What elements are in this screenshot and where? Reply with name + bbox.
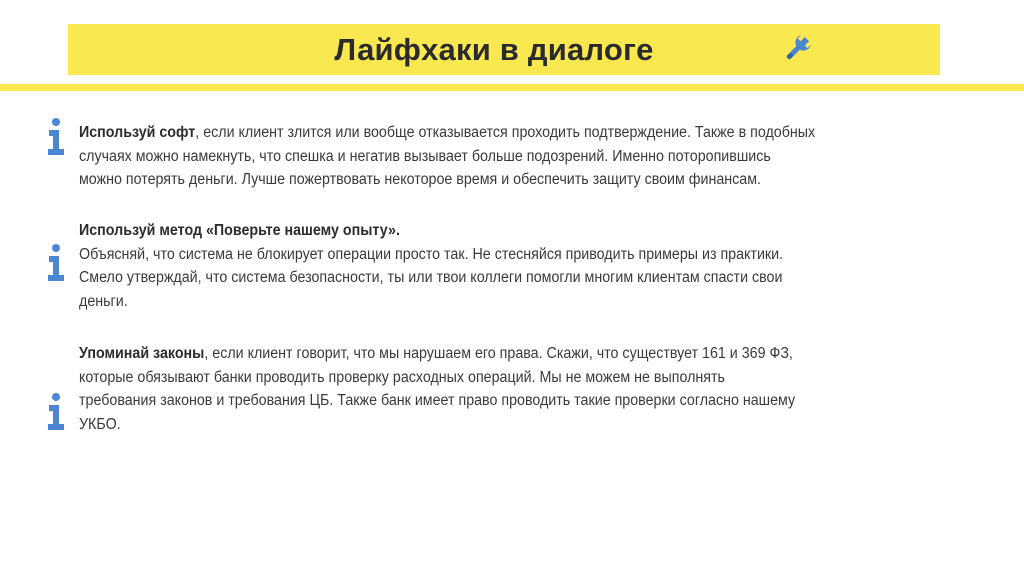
tip-experience — [79, 219, 907, 313]
tip-text: деньги. — [79, 292, 128, 310]
header-divider — [0, 84, 1024, 91]
page-title: Лайфхаки в диалоге — [334, 32, 654, 67]
tip-text: случаях можно намекнуть, что спешка и негатив вызывает больше подозрений. Именно потoропившись — [79, 147, 771, 165]
tip-text: , если клиент злится или вообще отказывается проходить подтверждение. Также в подобных — [195, 124, 816, 141]
tip-lead: Используй метод «Поверьте нашему опыту». — [79, 222, 400, 239]
tip-text: Смело утверждай, что система безопасности, ты или твои коллеги помогли многим клиентам спасти свои — [79, 269, 783, 286]
tip-text: можно потерять деньги. Лучше пожертвовать некоторое время и обеспечить защиту своим финансам. — [79, 171, 762, 188]
info-icon — [44, 392, 68, 432]
tip-laws — [79, 342, 907, 436]
tip-text: требования законов и требования ЦБ. Также банк имеет право проводить такие проверки согласно нашему — [79, 392, 796, 409]
tip-lead: Используй софт — [79, 124, 196, 141]
info-icon — [44, 117, 68, 157]
tip-text: Объясняй, что система не блокирует операции просто так. Не стесняйся приводить примеры из практики. — [79, 245, 784, 263]
tip-soft — [79, 121, 907, 192]
tip-text: УКБО. — [79, 415, 121, 433]
title-banner — [68, 24, 940, 75]
tip-text: , если клиент говорит, что мы нарушаем его права. Скажи, что существует 161 и 369 ФЗ, — [204, 345, 793, 362]
tip-lead: Упоминай законы — [79, 345, 205, 362]
info-icon — [44, 243, 68, 283]
wrench-icon — [780, 32, 814, 66]
tip-text: которые обязывают банки проводить проверку расходных операций. Мы не можем не выполнять — [79, 368, 725, 386]
